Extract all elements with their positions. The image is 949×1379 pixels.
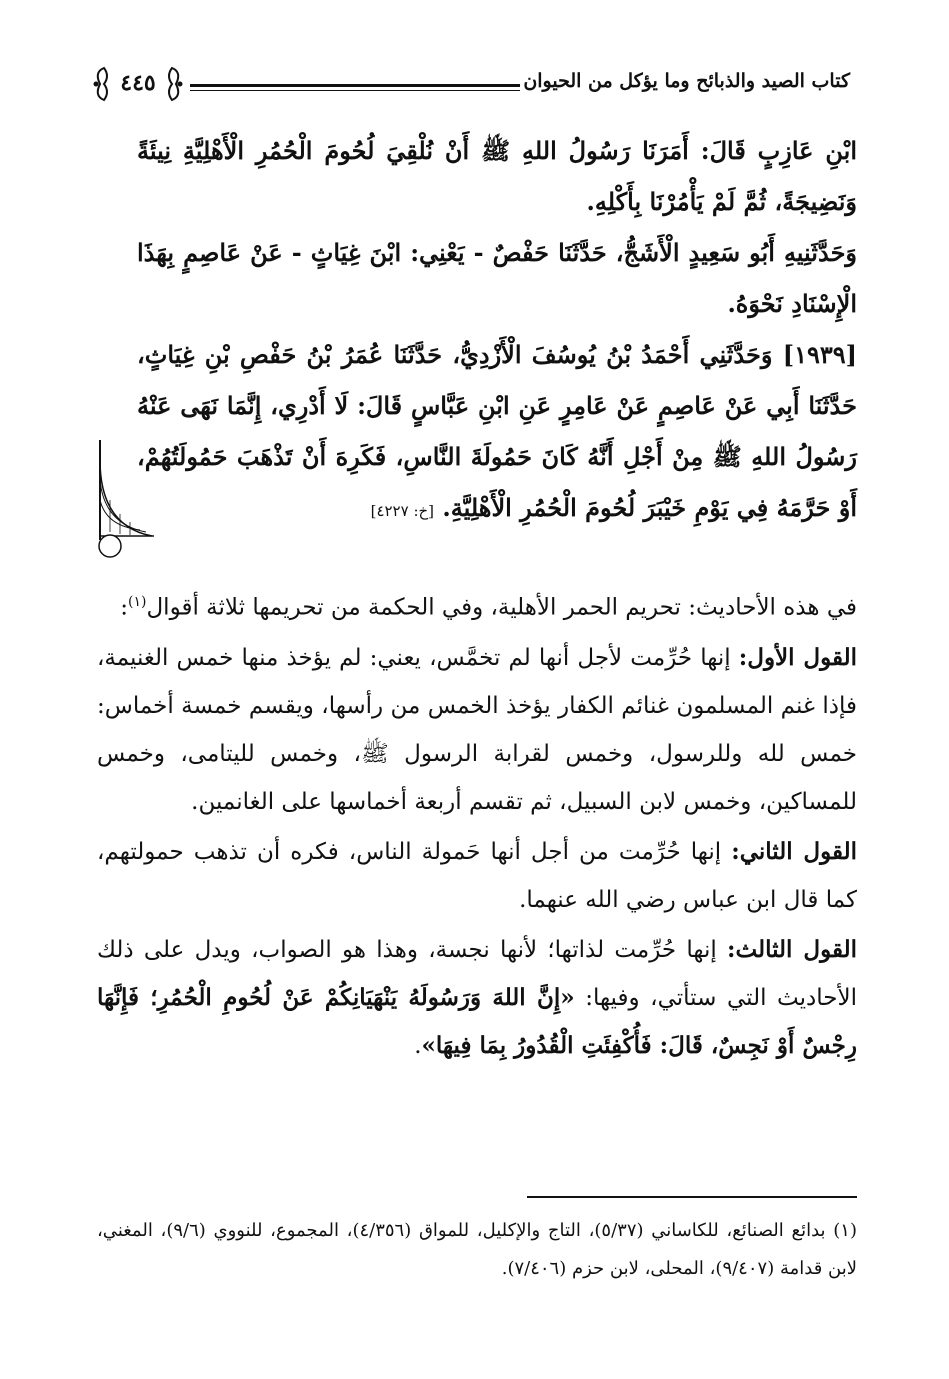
opinion-three-end: . [414, 1032, 422, 1059]
corner-ornament-icon [96, 440, 156, 560]
opinion-one-label: القول الأول: [738, 643, 858, 671]
hadith-quote: «إِنَّ اللهَ وَرَسُولَهُ يَنْهَيَانِكُمْ عَنْ لُحُومِ الْحُمُرِ؛ فَإِنَّهَا رِجْسٌ أَوْ نَجِسٌ، قَالَ: فَأُكْفِئَتِ الْقُدُورُ بِمَا فِيهَا» [97, 983, 857, 1059]
footnote-marker: (١) [128, 594, 147, 610]
hadith-paragraph [137, 329, 857, 537]
hadith-text [137, 125, 857, 537]
header-rule-thick [190, 84, 520, 87]
opinion-one-text: إنها حُرِّمت لأجل أنها لم تخمَّس، يعني: لم يؤخذ منها خمس الغنيمة، فإذا غنم المسلمون غنائم الكفار يؤخذ الخمس من رأسها، ويقسم خمسة أخماس: خمس لله وللرسول، وخمس لقرابة الرسول ﷺ، وخمس لليتامى، وخمس للمساكين، وخمس لابن السبيل، ثم تقسم أربعة أخماسها على الغانمين. [97, 644, 857, 815]
opinion-three [97, 926, 857, 1070]
opinion-three-label: القول الثالث: [727, 935, 857, 963]
hadith-paragraph: ابْنِ عَازِبٍ قَالَ: أَمَرَنَا رَسُولُ اللهِ ﷺ أَنْ نُلْقِيَ لُحُومَ الْحُمُرِ الْأَهْلِيَّةِ نِيئَةً وَنَضِيجَةً، ثُمَّ لَمْ يَأْمُرْنَا بِأَكْلِهِ. [137, 136, 857, 216]
commentary-text [97, 578, 857, 1072]
opinion-three-text: إنها حُرِّمت لذاتها؛ لأنها نجسة، وهذا هو الصواب، ويدل على ذلك الأحاديث التي ستأتي، وفيها: [97, 936, 857, 1011]
page-header [90, 62, 850, 112]
opinion-two-text: إنها حُرِّمت من أجل أنها حَمولة الناس، فكره أن تذهب حمولتهم، كما قال ابن عباس رضي الله عنهما. [97, 838, 857, 913]
opinion-one [97, 634, 857, 826]
footnote-1: (١) بدائع الصنائع، للكاساني (٥/٣٧)، التاج والإكليل، للمواق (٤/٣٥٦)، المجموع، للنووي (٩/٦)، المغني، لابن قدامة (٩/٤٠٧)، المحلى، لابن حزم (٧/٤٠٦). [97, 1220, 857, 1279]
intro-text: في هذه الأحاديث: تحريم الحمر الأهلية، وفي الحكمة من تحريمها ثلاثة أقوال [146, 594, 857, 621]
hadith-paragraph: وَحَدَّثَنِيهِ أَبُو سَعِيدٍ الْأَشَجُّ، حَدَّثَنَا حَفْصٌ - يَعْنِي: ابْنَ غِيَاثٍ - عَنْ عَاصِمٍ بِهَذَا الْإِسْنَادِ نَحْوَهُ. [137, 238, 857, 318]
hadith-number: [١٩٣٩] [782, 340, 858, 369]
intro-end: : [120, 594, 128, 621]
commentary-intro [97, 578, 857, 632]
page-number: ٤٤٥ [120, 70, 156, 96]
bukhari-reference: [خ: ٤٢٢٧] [370, 502, 435, 520]
hadith-body: وَحَدَّثَنِي أَحْمَدُ بْنُ يُوسُفَ الْأَزْدِيُّ، حَدَّثَنَا عُمَرُ بْنُ حَفْصِ بْنِ غِيَاثٍ، حَدَّثَنَا أَبِي عَنْ عَاصِمٍ عَنْ عَامِرٍ عَنِ ابْنِ عَبَّاسٍ قَالَ: لَا أَدْرِي، إِنَّمَا نَهَى عَنْهُ رَسُولُ اللهِ ﷺ مِنْ أَجْلِ أَنَّهُ كَانَ حَمُولَةَ النَّاسِ، فَكَرِهَ أَنْ تَذْهَبَ حَمُولَتُهُمْ، أَوْ حَرَّمَهُ فِي يَوْمِ خَيْبَرَ لُحُومَ الْحُمُرِ الْأَهْلِيَّةِ. [137, 340, 857, 522]
opinion-two-label: القول الثاني: [731, 837, 858, 865]
opinion-two [97, 828, 857, 924]
footnotes [97, 1212, 857, 1288]
chapter-title: كتاب الصيد والذبائح وما يؤكل من الحيوان [523, 70, 850, 92]
header-rule-thin [190, 90, 520, 91]
footnote-separator [527, 1196, 857, 1198]
